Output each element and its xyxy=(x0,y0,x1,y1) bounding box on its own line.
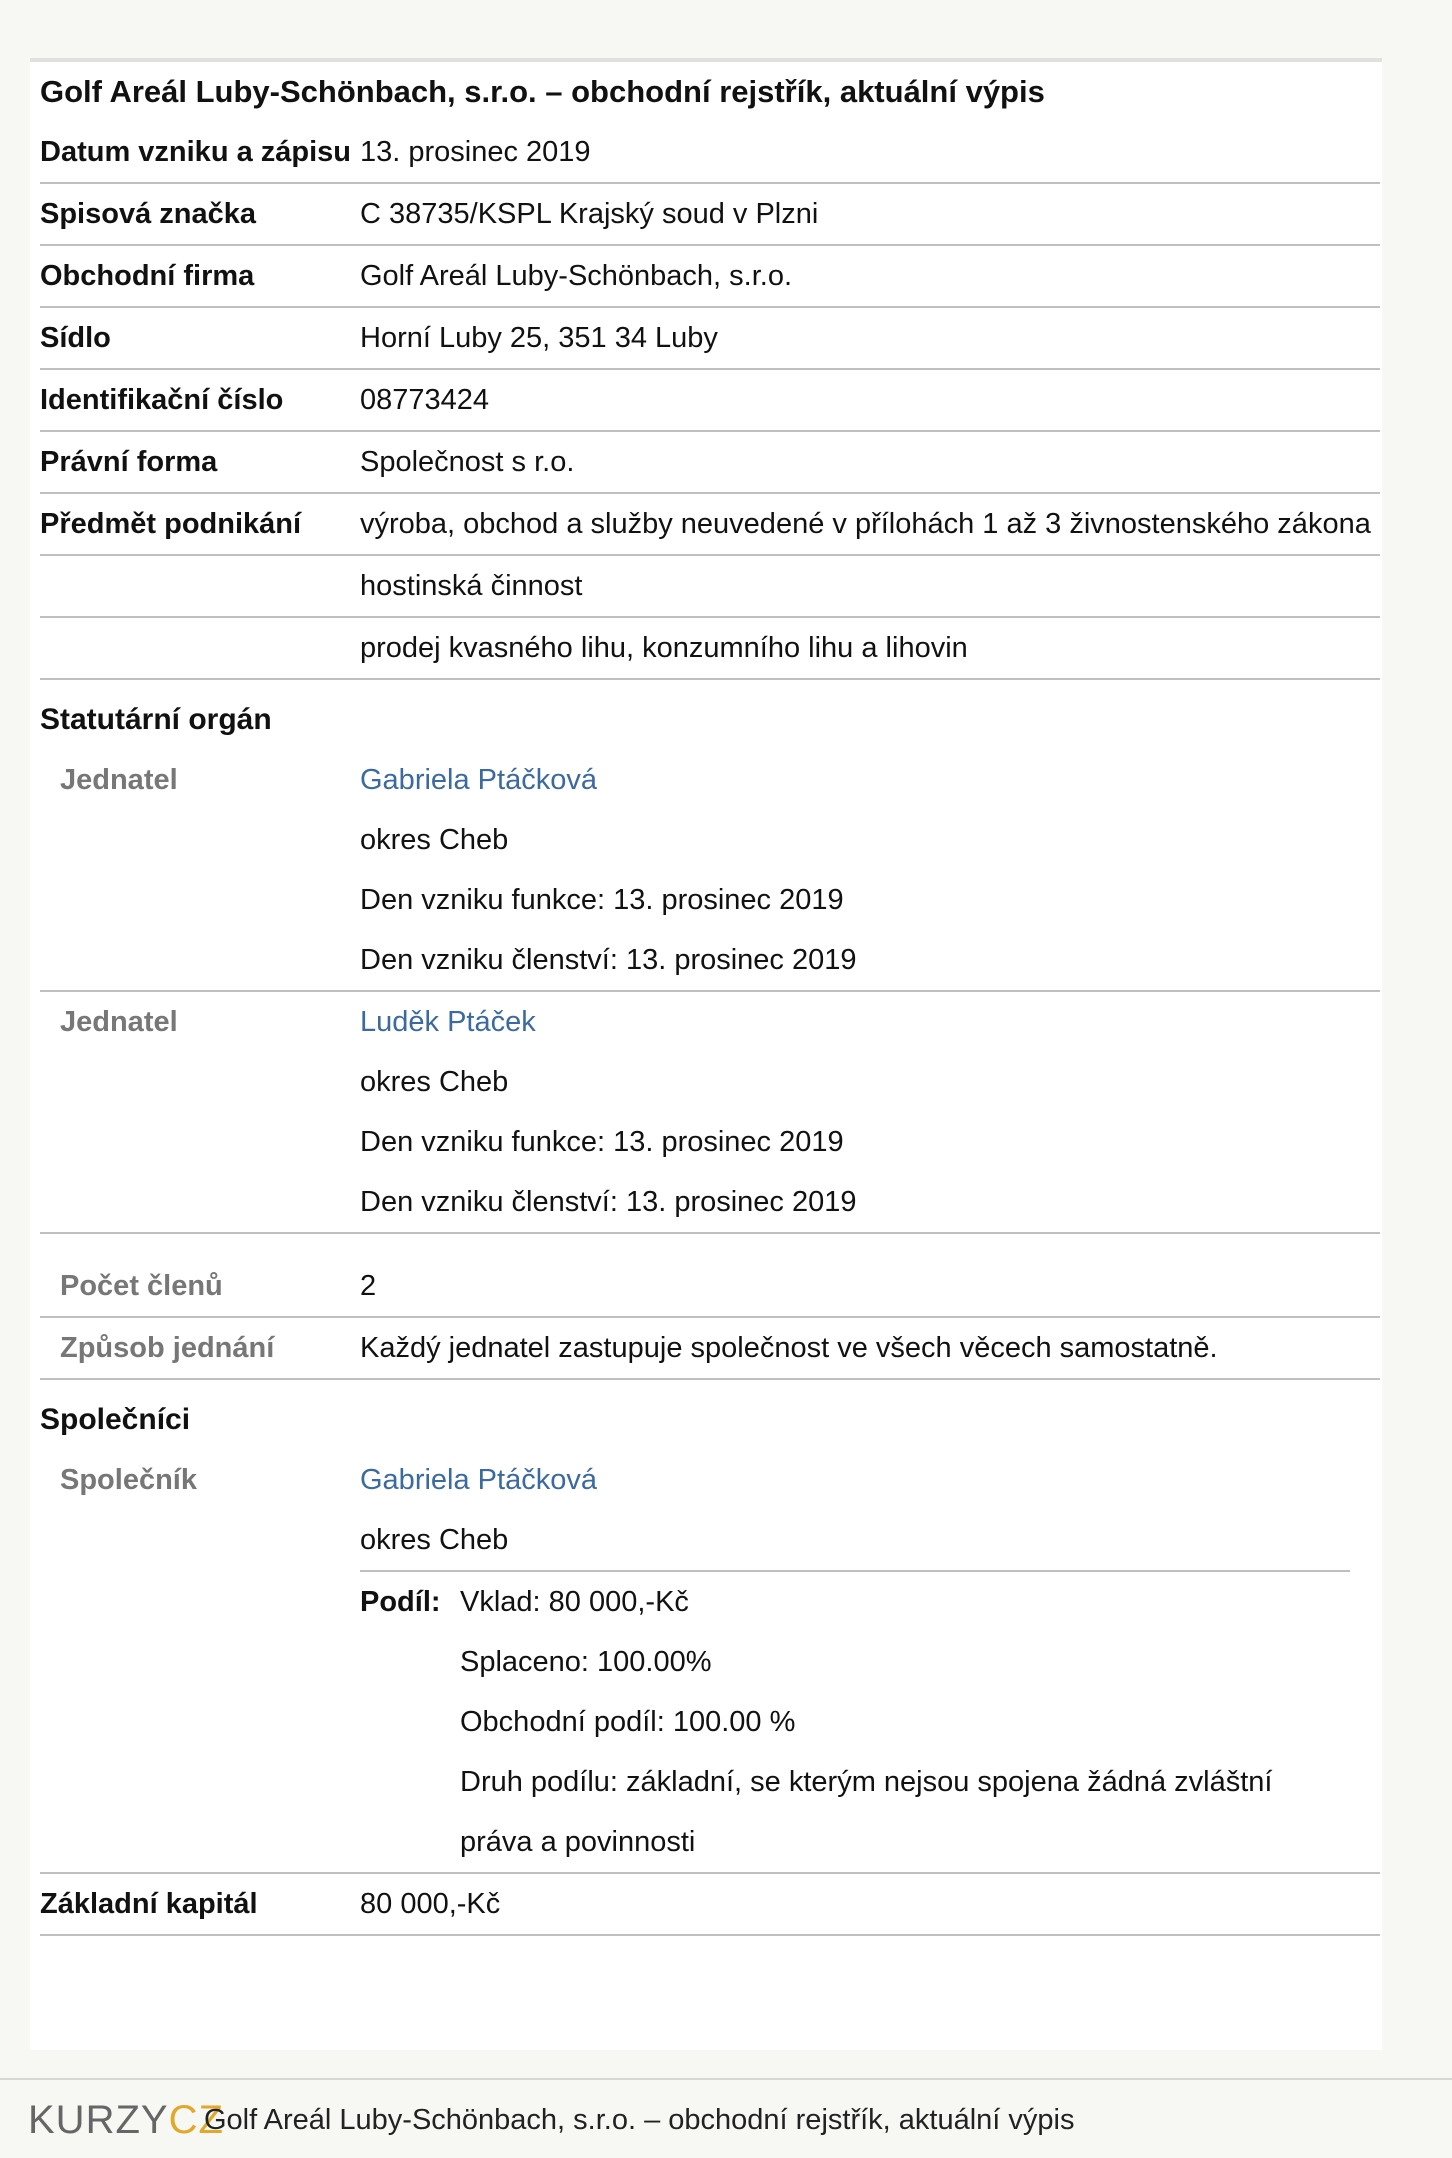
label-predmet-podnikani: Předmět podnikání xyxy=(40,508,302,540)
row-zakladni-kapital xyxy=(40,1874,1380,1936)
podil-splaceno: Splaceno: 100.00% xyxy=(460,1646,712,1678)
value-obchodni-firma: Golf Areál Luby-Schönbach, s.r.o. xyxy=(360,260,793,292)
person-okres: okres Cheb xyxy=(360,824,509,856)
label-zpusob-jednani: Způsob jednání xyxy=(60,1332,275,1364)
row-pravni-forma xyxy=(40,432,1380,494)
person-link[interactable]: Gabriela Ptáčková xyxy=(360,1464,597,1496)
logo-kurzy: KURZY xyxy=(28,2098,169,2142)
podil-block xyxy=(360,1570,1350,1872)
value-predmet-3: prodej kvasného lihu, konzumního lihu a lihovin xyxy=(360,632,968,664)
value-ico: 08773424 xyxy=(360,384,490,416)
podil-obchodni: Obchodní podíl: 100.00 % xyxy=(460,1706,796,1738)
footer-title: Golf Areál Luby-Schönbach, s.r.o. – obchodní rejstřík, aktuální výpis xyxy=(204,2104,1075,2136)
row-predmet-2 xyxy=(40,556,1380,618)
section-statutarni-organ: Statutární orgán xyxy=(40,703,272,736)
person-link[interactable]: Gabriela Ptáčková xyxy=(360,764,597,796)
section-spolecnici: Společníci xyxy=(40,1403,191,1436)
value-predmet-1: výroba, obchod a služby neuvedené v přílohách 1 až 3 živnostenského zákona xyxy=(360,508,1371,540)
row-pocet-clenu xyxy=(40,1256,1380,1318)
person-okres: okres Cheb xyxy=(360,1524,509,1556)
label-podil: Podíl: xyxy=(360,1586,441,1618)
label-jednatel: Jednatel xyxy=(60,1006,178,1038)
value-sidlo: Horní Luby 25, 351 34 Luby xyxy=(360,322,718,354)
podil-vklad: Vklad: 80 000,-Kč xyxy=(460,1586,689,1618)
value-pocet-clenu: 2 xyxy=(360,1270,377,1302)
logo-cz: CZ xyxy=(168,2098,224,2142)
label-ico: Identifikační číslo xyxy=(40,384,284,416)
footer-bar xyxy=(0,2078,1452,2158)
value-predmet-2: hostinská činnost xyxy=(360,570,583,602)
podil-druh: Druh podílu: základní, se kterým nejsou spojena žádná zvláštní práva a povinnosti xyxy=(460,1766,1273,1858)
value-pravni-forma: Společnost s r.o. xyxy=(360,446,575,478)
label-obchodni-firma: Obchodní firma xyxy=(40,260,255,292)
person-den-funkce: Den vzniku funkce: 13. prosinec 2019 xyxy=(360,884,844,916)
label-datum-vzniku: Datum vzniku a zápisu xyxy=(40,136,352,168)
row-ico xyxy=(40,370,1380,432)
row-predmet-1 xyxy=(40,494,1380,556)
label-jednatel: Jednatel xyxy=(60,764,178,796)
value-zpusob-jednani: Každý jednatel zastupuje společnost ve všech věcech samostatně. xyxy=(360,1332,1218,1364)
row-predmet-3 xyxy=(40,618,1380,680)
person-den-funkce: Den vzniku funkce: 13. prosinec 2019 xyxy=(360,1126,844,1158)
value-spisova-znacka: C 38735/KSPL Krajský soud v Plzni xyxy=(360,198,819,230)
label-pravni-forma: Právní forma xyxy=(40,446,218,478)
person-okres: okres Cheb xyxy=(360,1066,509,1098)
document-sheet xyxy=(30,58,1382,2050)
person-den-clenstvi: Den vzniku členství: 13. prosinec 2019 xyxy=(360,1186,857,1218)
label-spolecnik: Společník xyxy=(60,1464,197,1496)
label-pocet-clenu: Počet členů xyxy=(60,1270,223,1302)
value-zakladni-kapital: 80 000,-Kč xyxy=(360,1888,501,1920)
register-extract xyxy=(40,62,1380,1936)
value-datum-vzniku: 13. prosinec 2019 xyxy=(360,136,591,168)
page-title: Golf Areál Luby-Schönbach, s.r.o. – obchodní rejstřík, aktuální výpis xyxy=(40,74,1045,109)
row-obchodni-firma xyxy=(40,246,1380,308)
member-spolecnik xyxy=(40,1450,1380,1874)
row-datum-vzniku xyxy=(40,122,1380,184)
kurzy-logo[interactable] xyxy=(28,2098,224,2142)
label-zakladni-kapital: Základní kapitál xyxy=(40,1888,258,1920)
person-link[interactable]: Luděk Ptáček xyxy=(360,1006,536,1038)
member-jednatel-2 xyxy=(40,992,1380,1234)
label-spisova-znacka: Spisová značka xyxy=(40,198,256,230)
member-jednatel-1 xyxy=(40,750,1380,992)
row-zpusob-jednani xyxy=(40,1318,1380,1380)
label-sidlo: Sídlo xyxy=(40,322,111,354)
person-den-clenstvi: Den vzniku členství: 13. prosinec 2019 xyxy=(360,944,857,976)
row-sidlo xyxy=(40,308,1380,370)
row-spisova-znacka xyxy=(40,184,1380,246)
